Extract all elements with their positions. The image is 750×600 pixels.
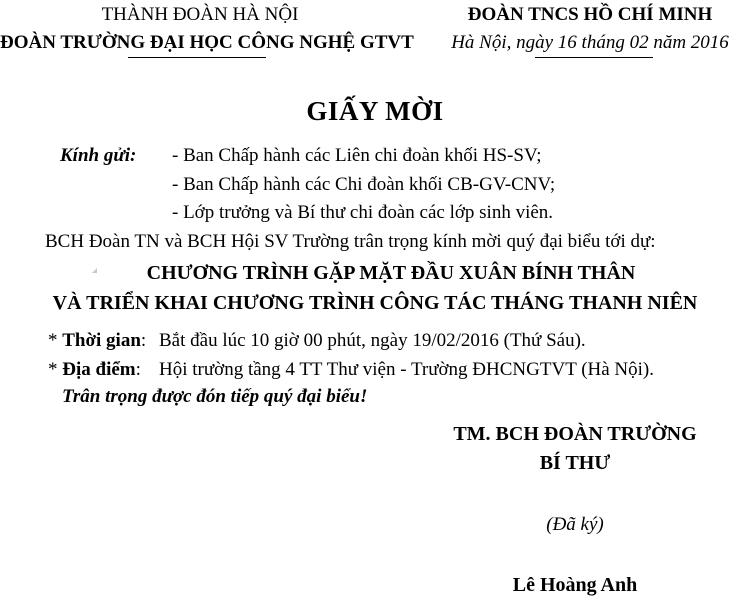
union-name: ĐOÀN TNCS HỒ CHÍ MINH: [467, 4, 713, 25]
document-title: GIẤY MỜI: [306, 96, 444, 126]
time-bullet: *: [48, 330, 63, 351]
place-label: Địa điểm: [62, 359, 136, 380]
event-place: [48, 359, 655, 381]
event-title-line-2: VÀ TRIỂN KHAI CHƯƠNG TRÌNH CÔNG TÁC THÁNG THANH NIÊN: [52, 292, 698, 314]
parent-organization: THÀNH ĐOÀN HÀ NỘI: [101, 4, 299, 25]
signer-title: BÍ THƯ: [539, 452, 611, 474]
issuing-unit: ĐOÀN TRƯỜNG ĐẠI HỌC CÔNG NGHỆ GTVT: [0, 32, 414, 53]
place-colon: :: [135, 359, 141, 380]
recipient-item: - Lớp trưởng và Bí thư chi đoàn các lớp sinh viên.: [172, 202, 554, 223]
header-right-underline: [535, 57, 653, 58]
recipient-item: - Ban Chấp hành các Liên chi đoàn khối HS-SV;: [172, 145, 542, 166]
invitation-intro: BCH Đoàn TN và BCH Hội SV Trường trân trọng kính mời quý đại biểu tới dự:: [45, 231, 656, 252]
header-left-underline: [128, 57, 266, 58]
place-value: Hội trường tầng 4 TT Thư viện - Trường ĐHCNGTVT (Hà Nội).: [159, 359, 655, 380]
event-title-line-1: CHƯƠNG TRÌNH GẶP MẶT ĐẦU XUÂN BÍNH THÂN: [146, 262, 636, 284]
signer-name: Lê Hoàng Anh: [512, 574, 638, 596]
recipient-item: - Ban Chấp hành các Chi đoàn khối CB-GV-CNV;: [172, 174, 556, 195]
signer-organization: TM. BCH ĐOÀN TRƯỜNG: [453, 423, 697, 445]
time-colon: :: [140, 330, 147, 351]
time-label: Thời gian: [62, 330, 141, 351]
issue-date: Hà Nội, ngày 16 tháng 02 năm 2016: [451, 32, 729, 53]
event-time: [48, 330, 586, 352]
closing-greeting: Trân trọng được đón tiếp quý đại biểu!: [62, 386, 368, 407]
recipients-label: Kính gửi:: [60, 145, 137, 166]
signature-status: (Đã ký): [546, 514, 604, 535]
place-bullet: *: [48, 359, 63, 380]
time-value: Bắt đầu lúc 10 giờ 00 phút, ngày 19/02/2016 (Thứ Sáu).: [159, 330, 586, 351]
